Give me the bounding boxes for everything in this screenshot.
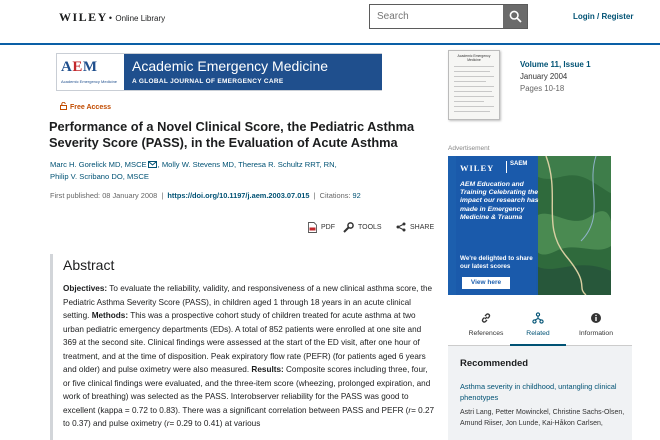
landscape-image: [536, 156, 611, 295]
publication-meta: First published: 08 January 2008 | https://doi.org/10.1197/j.aem.2003.07.015 | Citations: 92: [50, 191, 361, 200]
side-tabs: [448, 306, 632, 346]
author-link[interactable]: Theresa R. Schultz RRT, RN: [238, 160, 335, 169]
ad-subline: We're delighted to share our latest scores: [460, 255, 533, 270]
journal-cover[interactable]: Academic Emergency Medicine: [448, 50, 500, 120]
abstract-heading: Abstract: [63, 257, 115, 273]
author-link[interactable]: Philip V. Scribano DO, MSCE: [50, 172, 149, 181]
recommended-authors: Astri Lang, Petter Mowinckel, Christine Sachs-Olsen, Amund Riiser, Jon Lunde, Kai-Håkon Carlsen,: [460, 409, 625, 427]
link-icon: [480, 312, 492, 324]
wiley-logo[interactable]: WILEY• Online Library: [59, 10, 166, 24]
email-icon[interactable]: [148, 161, 157, 168]
share-button[interactable]: SHARE: [396, 222, 434, 232]
issue-info: Volume 11, Issue 1 January 2004 Pages 10-18: [520, 60, 591, 93]
tab-related[interactable]: Related: [510, 306, 566, 346]
abstract-divider: [50, 254, 53, 440]
publish-date: 08 January 2008: [102, 191, 158, 200]
network-icon: [532, 312, 544, 324]
recommended-article-link[interactable]: Asthma severity in childhood, untangling clinical phenotypes: [460, 382, 617, 402]
journal-banner[interactable]: [56, 53, 382, 91]
citations-link[interactable]: 92: [352, 191, 361, 200]
author-link[interactable]: Molly W. Stevens MD: [161, 160, 235, 169]
ad-headline: AEM Education and Training Celebrating the impact our research has made in Emergency Medicine & Trauma: [460, 181, 539, 221]
tab-references[interactable]: References: [456, 306, 516, 346]
recommended-heading: Recommended: [460, 358, 529, 369]
share-icon: [396, 222, 406, 232]
journal-subtitle: A GLOBAL JOURNAL OF EMERGENCY CARE: [132, 78, 284, 85]
info-icon: [590, 312, 602, 324]
author-link[interactable]: Marc H. Gorelick MD, MSCE: [50, 160, 147, 169]
tools-button[interactable]: TOOLS: [343, 222, 382, 233]
article-title: Performance of a Novel Clinical Score, the Pediatric Asthma Severity Score (PASS), in the Evaluation of Acute Asthma: [49, 119, 415, 150]
search-icon: [509, 10, 522, 23]
pdf-icon: [308, 222, 317, 233]
aem-logo: AEM Academic Emergency Medicine: [57, 54, 124, 90]
advertisement-banner[interactable]: WILEY SAEM AEM Education and Training Celebrating the impact our research has made in Emergency Medicine & Trauma We're delighted to share our latest scores View here: [448, 156, 611, 295]
site-header: [0, 0, 660, 45]
journal-title: Academic Emergency Medicine: [132, 58, 329, 74]
author-list: Marc H. Gorelick MD, MSCE , Molly W. Stevens MD, Theresa R. Schultz RRT, RN, Philip V. Scribano DO, MSCE: [50, 160, 337, 181]
abstract-text: Objectives: To evaluate the reliability, validity, and responsiveness of a new clinical asthma score, the Pediatric Asthma Severity Score (PASS), in children aged 1 through 18 years in an acute clinical setting. Methods: This was a prospective cohort study of children treated for acute asthma at two urban pediatric emergency departments (EDs). A total of 852 patients were enrolled at one site and 369 at the second site. Clinical findings were assessed at the start of the ED visit, after one hour of treatment, and at the time of disposition. Peak expiratory flow rate (PEFR) (for patients aged 6 years and older) and pulse oximetry were also measured. Results: Composite scores including three, four, or five clinical findings were evaluated, and the three-item score (wheezing, prolonged expiration, and work of breathing) was selected as the PASS. Interobserver reliability for the PASS was good to excellent (kappa = 0.72 to 0.83). There was a significant correlation between PASS and PEFR (r= 0.27 to 0.37) and pulse oximetry (r= 0.29 to 0.41) at various: [63, 284, 435, 428]
issue-link[interactable]: Volume 11, Issue 1: [520, 60, 591, 69]
search-input[interactable]: [370, 5, 504, 28]
ad-view-button[interactable]: View here: [462, 277, 510, 289]
tab-information[interactable]: Information: [566, 306, 626, 346]
free-access-badge: Free Access: [60, 102, 111, 111]
wrench-icon: [343, 222, 354, 233]
doi-link[interactable]: https://doi.org/10.1197/j.aem.2003.07.015: [167, 191, 310, 200]
recommended-panel: [448, 346, 632, 440]
search-box: [369, 4, 528, 29]
search-button[interactable]: [503, 5, 527, 28]
pdf-button[interactable]: PDF: [308, 222, 335, 233]
login-register-link[interactable]: Login / Register: [573, 12, 634, 21]
advertisement-label: Advertisement: [448, 145, 490, 152]
unlock-icon: [60, 102, 67, 110]
